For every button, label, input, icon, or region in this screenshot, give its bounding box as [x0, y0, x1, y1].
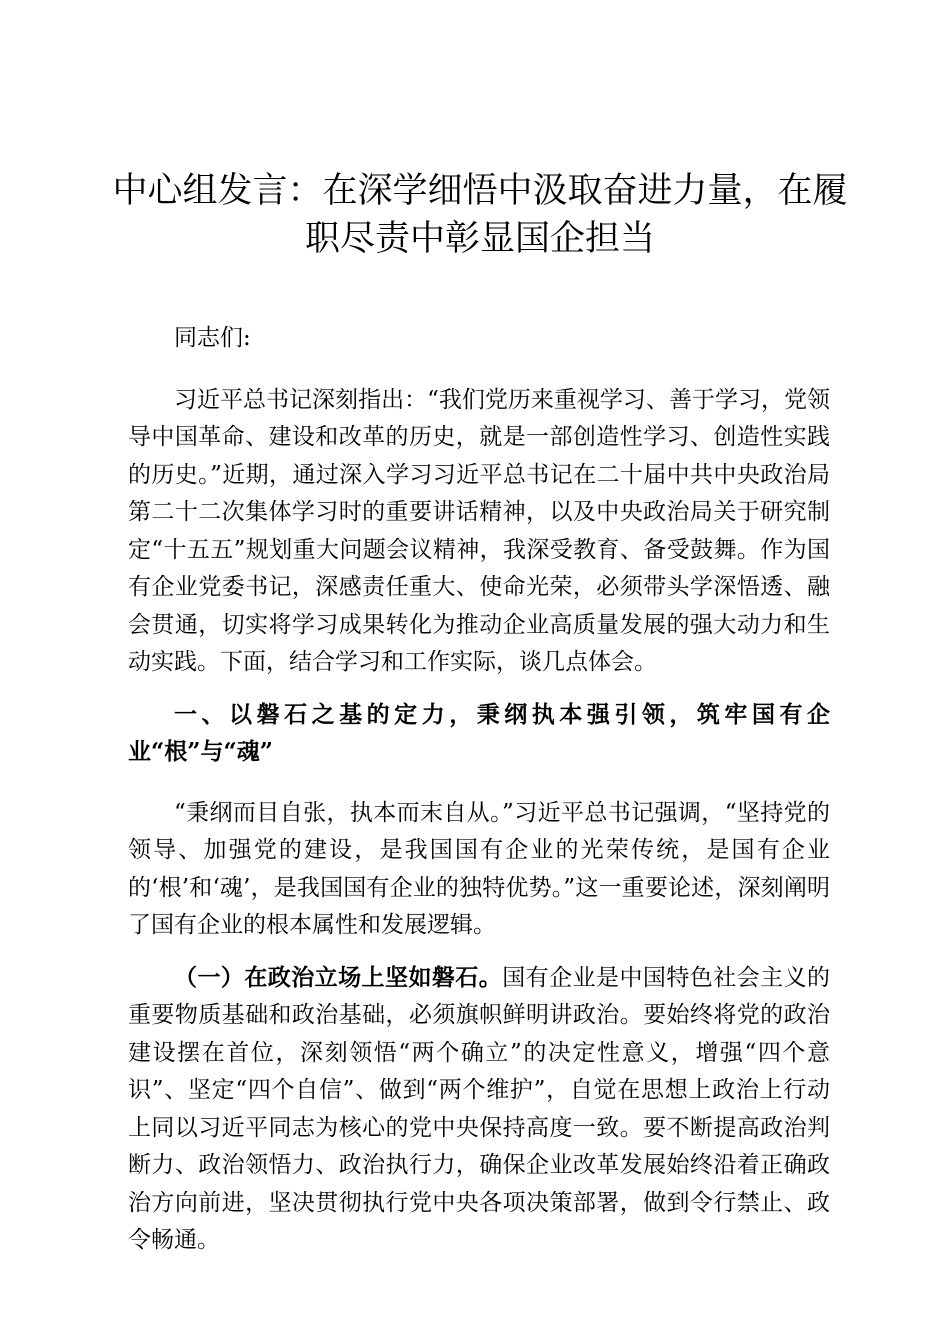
section-heading-1: 一、以磐石之基的定力，秉纲执本强引领，筑牢国有企业“根”与“魂”: [128, 700, 830, 765]
paragraph-intro: 习近平总书记深刻指出：“我们党历来重视学习、善于学习，党领导中国革命、建设和改革的历史，就是一部创造性学习、创造性实践的历史。”近期，通过深入学习习近平总书记在二十届中共中央政治局第二十二次集体学习时的重要讲话精神，以及中央政治局关于研究制定“十五五”规划重大问题会议精神，我深受教育、备受鼓舞。作为国有企业党委书记，深感责任重大、使命光荣，必须带头学深悟透、融会贯通，切实将学习成果转化为推动企业高质量发展的强大动力和生动实践。下面，结合学习和工作实际，谈几点体会。: [128, 386, 830, 675]
document-title: 中心组发言：在深学细悟中汲取奋进力量，在履职尽责中彰显国企担当: [112, 171, 848, 259]
paragraph-subsection-1: [128, 959, 830, 1260]
document-body: [128, 320, 830, 1274]
subsection-1-text: 国有企业是中国特色社会主义的重要物质基础和政治基础，必须旗帜鲜明讲政治。要始终将党的政治建设摆在首位，深刻领悟“两个确立”的决定性意义，增强“四个意识”、坚定“四个自信”、做到“两个维护”，自觉在思想上政治上行动上同以习近平同志为核心的党中央保持高度一致。要不断提高政治判断力、政治领悟力、政治执行力，确保企业改革发展始终沿着正确政治方向前进，坚决贯彻执行党中央各项决策部署，做到令行禁止、政令畅通。: [128, 964, 831, 1253]
subsection-heading-1: （一）在政治立场上坚如磐石。: [174, 963, 503, 991]
paragraph-section-1: “秉纲而目自张，执本而末自从。”习近平总书记强调，“坚持党的领导、加强党的建设，是我国国有企业的光荣传统，是国有企业的‘根’和‘魂’，是我国国有企业的独特优势。”这一重要论述，深刻阐明了国有企业的根本属性和发展逻辑。: [128, 799, 830, 938]
greeting: 同志们:: [174, 325, 251, 351]
